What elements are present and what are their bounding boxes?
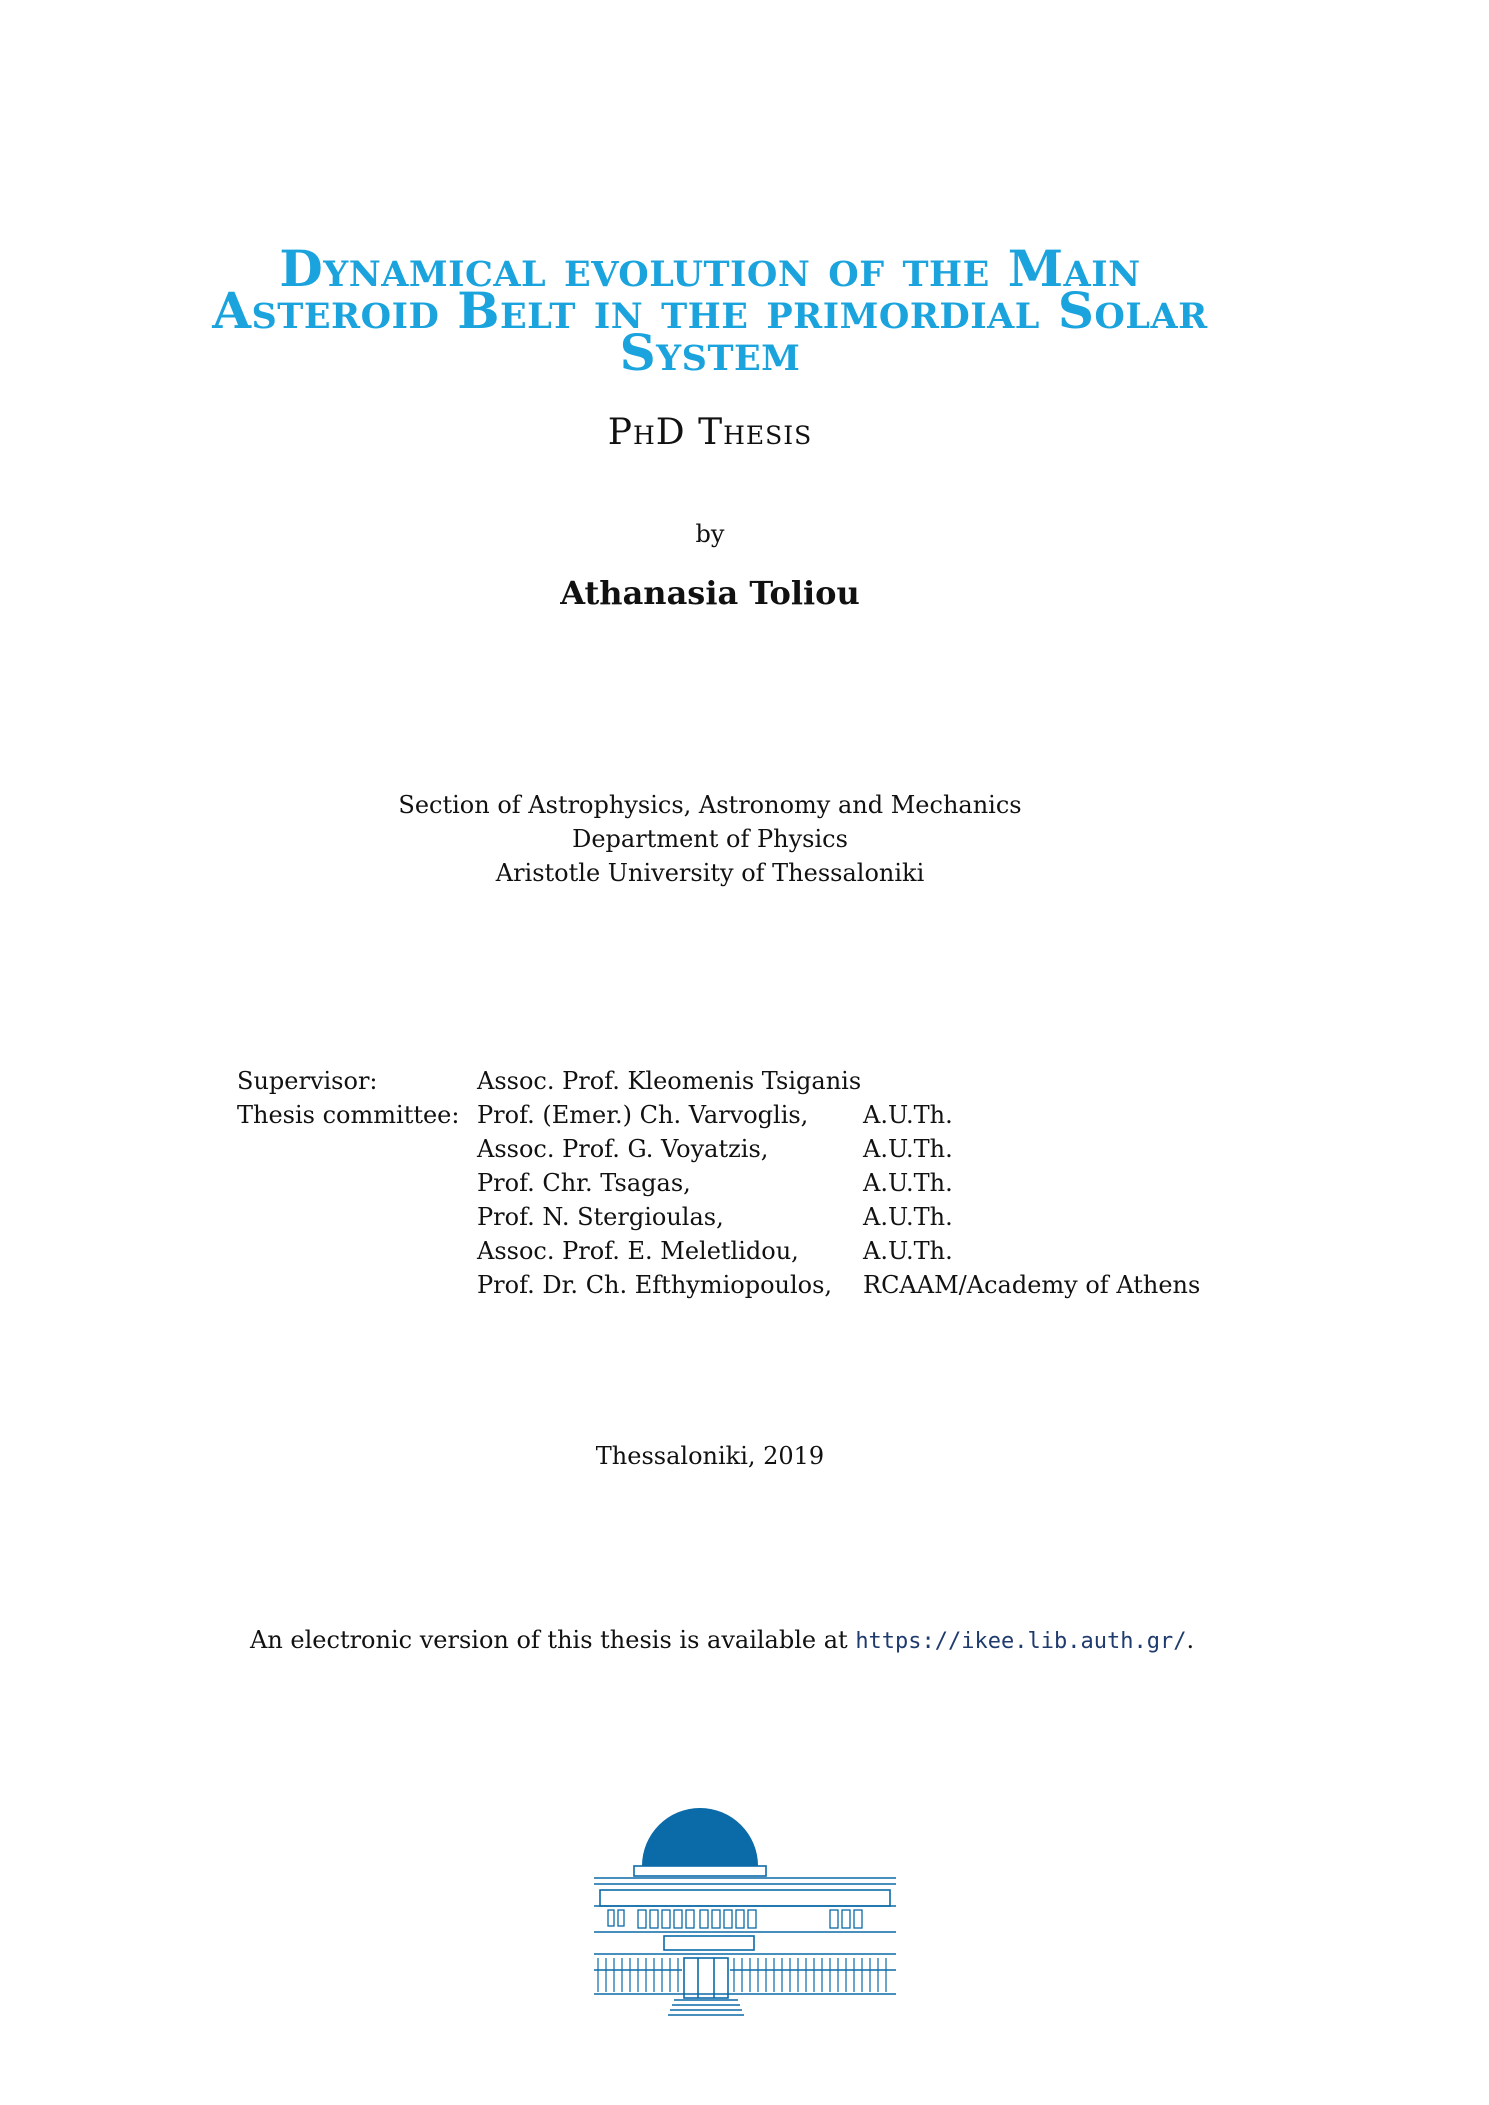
availability-text: An electronic version of this thesis is available at xyxy=(250,1626,856,1654)
availability-note xyxy=(250,1626,1194,1654)
committee-member-institution: A.U.Th. xyxy=(863,1203,953,1231)
place-and-date: Thessaloniki, 2019 xyxy=(595,1442,825,1470)
repository-link[interactable]: https://ikee.lib.auth.gr/ xyxy=(855,1629,1187,1654)
thesis-subtitle: PhD Thesis xyxy=(607,412,813,453)
committee-member-name: Assoc. Prof. G. Voyatzis, xyxy=(477,1135,769,1163)
author-name: Athanasia Toliou xyxy=(560,574,860,612)
supervisor-name: Assoc. Prof. Kleomenis Tsiganis xyxy=(477,1067,862,1095)
availability-suffix: . xyxy=(1186,1626,1195,1654)
committee-member-name: Prof. Dr. Ch. Efthymiopoulos, xyxy=(477,1271,833,1299)
affiliation-department: Department of Physics xyxy=(572,825,848,853)
thesis-title-line-2: Asteroid Belt in the primordial Solar xyxy=(212,281,1208,340)
committee-member-name: Assoc. Prof. E. Meletlidou, xyxy=(477,1237,799,1265)
thesis-title xyxy=(0,239,1420,382)
committee-member-name: Prof. (Emer.) Ch. Varvoglis, xyxy=(477,1101,809,1129)
committee-member-name: Prof. Chr. Tsagas, xyxy=(477,1169,691,1197)
supervisor-label: Supervisor: xyxy=(237,1067,378,1095)
committee-member-institution: A.U.Th. xyxy=(863,1169,953,1197)
committee-member-institution: A.U.Th. xyxy=(863,1237,953,1265)
affiliation-block xyxy=(0,788,1420,890)
thesis-title-line-1: Dynamical evolution of the Main xyxy=(279,239,1141,298)
committee-label: Thesis committee: xyxy=(237,1101,460,1129)
affiliation-university: Aristotle University of Thessaloniki xyxy=(495,859,925,887)
university-building-logo-icon xyxy=(594,1806,896,2020)
committee-member-institution: RCAAM/Academy of Athens xyxy=(863,1271,1201,1299)
by-label: by xyxy=(695,520,725,548)
committee-member-institution: A.U.Th. xyxy=(863,1101,953,1129)
committee-member-name: Prof. N. Stergioulas, xyxy=(477,1203,724,1231)
committee-member-institution: A.U.Th. xyxy=(863,1135,953,1163)
affiliation-section: Section of Astrophysics, Astronomy and Mechanics xyxy=(398,791,1022,819)
thesis-title-line-3: System xyxy=(619,323,801,382)
